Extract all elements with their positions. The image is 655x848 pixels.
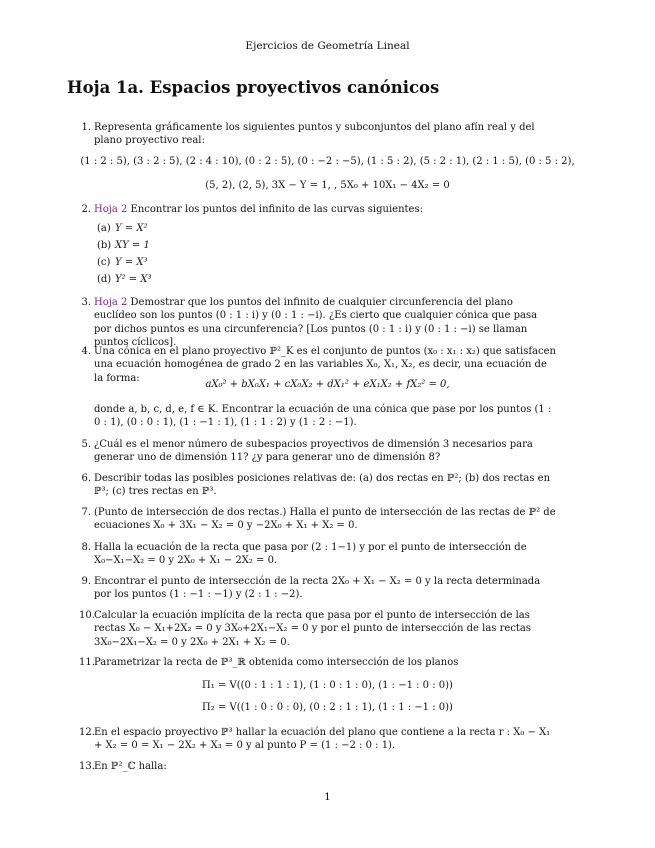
- exercise-number: 11.: [79, 657, 95, 668]
- exercise-number: 12.: [79, 727, 95, 738]
- exercise-2: [79, 203, 557, 216]
- exercise-number: 6.: [81, 473, 91, 484]
- exercise-number: 3.: [81, 297, 91, 308]
- exercise-12: [79, 726, 557, 753]
- exercise-number: 13.: [79, 761, 95, 772]
- exercise-text: Representa gráficamente los siguientes puntos y subconjuntos del plano afín real y del plano proyectivo real:: [94, 122, 535, 147]
- exercise-number: 4.: [81, 346, 91, 357]
- display-equation-points: (1 : 2 : 5), (3 : 2 : 5), (2 : 4 : 10), (0 : 2 : 5), (0 : −2 : −5), (1 : 5 : 2), (5 : 2 : 1), (2 : 1 : 5), (0 : 5 : 2),: [80, 156, 575, 167]
- exercise-number: 7.: [81, 507, 91, 518]
- running-head: Ejercicios de Geometría Lineal: [245, 40, 410, 52]
- exercise-number: 8.: [81, 542, 91, 553]
- exercise-8: [79, 541, 557, 568]
- hoja-2-link[interactable]: Hoja 2: [94, 297, 128, 308]
- exercise-4-continued: [79, 403, 557, 430]
- exercise-9: [79, 575, 557, 602]
- exercise-text: donde a, b, c, d, e, f ∈ K. Encontrar la ecuación de una cónica que pase por los puntos (1 : 0 : 1), (0 : 0 : 1), (1 : −1 : 1), (1 : 1 : 2) y (1 : 2 : −1).: [94, 404, 552, 429]
- exercise-number: 9.: [81, 576, 91, 587]
- exercise-10: [79, 609, 557, 649]
- exercise-number: 5.: [81, 439, 91, 450]
- display-equation-plane-1: Π₁ = V((0 : 1 : 1 : 1), (1 : 0 : 1 : 0), (1 : −1 : 0 : 0)): [202, 680, 453, 691]
- exercise-text: Parametrizar la recta de ℙ³_ℝ obtenida como intersección de los planos: [94, 657, 459, 668]
- page-title: Hoja 1a. Espacios proyectivos canónicos: [67, 78, 440, 97]
- exercise-text: Calcular la ecuación implícita de la recta que pasa por el punto de intersección de las rectas X₀ − X₁+2X₂ = 0 y 3X₀+2X₁−X₂ = 0 y por el punto de intersección de las rectas 3X₀−2X₁−X₂ = 0 y 2X₀ + 2X₁ + X₂ = 0.: [94, 610, 532, 648]
- exercise-text: Describir todas las posibles posiciones relativas de: (a) dos rectas en ℙ²; (b) dos rectas en ℙ³; (c) tres rectas en ℙ³.: [94, 473, 551, 498]
- exercise-5: [79, 438, 557, 465]
- hoja-2-link[interactable]: Hoja 2: [94, 204, 128, 215]
- exercise-text: ¿Cuál es el menor número de subespacios proyectivos de dimensión 3 necesarios para generar uno de dimensión 11? ¿y para generar uno de dimensión 8?: [94, 439, 533, 464]
- subitem-b: (b) XY = 1: [97, 240, 150, 251]
- exercise-text: (Punto de intersección de dos rectas.) Halla el punto de intersección de las rectas de ℙ² de ecuaciones X₀ + 3X₁ − X₂ = 0 y −2X₀ + X₁ + X₂ = 0.: [94, 507, 556, 532]
- exercise-text: Una cónica en el plano proyectivo ℙ²_K es el conjunto de puntos (x₀ : x₁ : x₂) que satisfacen una ecuación homogénea de grado 2 en las variables X₀, X₁, X₂, es decir, una ecuación de la forma:: [94, 346, 556, 384]
- exercise-1: [79, 121, 557, 148]
- exercise-text: Demostrar que los puntos del infinito de cualquier circunferencia del plano euclídeo son los puntos (0 : 1 : i) y (0 : 1 : −i). ¿Es cierto que cualquier cónica que pasa por dichos puntos es una circunferencia? [Los puntos (0 : 1 : i) y (0 : 1 : −i) se llaman puntos cíclicos].: [94, 297, 538, 349]
- display-equation-conic: aX₀² + bX₀X₁ + cX₀X₂ + dX₁² + eX₁X₂ + fX₂² = 0,: [205, 379, 450, 390]
- exercise-text: Encontrar el punto de intersección de la recta 2X₀ + X₁ − X₂ = 0 y la recta determinada por los puntos (1 : −1 : −1) y (2 : 1 : −2).: [94, 576, 541, 601]
- exercise-text: En el espacio proyectivo ℙ³ hallar la ecuación del plano que contiene a la recta r : X₀ − X₁ + X₂ = 0 = X₁ − 2X₂ + X₃ = 0 y al punto P = (1 : −2 : 0 : 1).: [94, 727, 551, 752]
- exercise-3: [79, 296, 557, 350]
- exercise-text: Encontrar los puntos del infinito de las curvas siguientes:: [127, 204, 423, 215]
- page-number: 1: [324, 791, 331, 803]
- exercise-6: [79, 472, 557, 499]
- exercise-number: 10.: [79, 610, 95, 621]
- exercise-number: 1.: [81, 122, 91, 133]
- exercise-11: [79, 656, 557, 669]
- exercise-13: [79, 760, 557, 773]
- subitem-a: (a) Y = X²: [97, 223, 148, 234]
- exercise-text: En ℙ²_ℂ halla:: [94, 761, 167, 772]
- subitem-c: (c) Y = X³: [97, 257, 148, 268]
- exercise-7: [79, 506, 557, 533]
- exercise-text: Halla la ecuación de la recta que pasa por (2 : 1−1) y por el punto de intersección de X₀−X₁−X₂ = 0 y 2X₀ + X₁ − 2X₂ = 0.: [94, 542, 527, 567]
- display-equation-plane-2: Π₂ = V((1 : 0 : 0 : 0), (0 : 2 : 1 : 1), (1 : 1 : −1 : 0)): [202, 702, 453, 713]
- subitem-d: (d) Y² = X³: [97, 274, 152, 285]
- display-equation-subsets: (5, 2), (2, 5), 3X − Y = 1, , 5X₀ + 10X₁ − 4X₂ = 0: [205, 180, 450, 191]
- exercise-number: 2.: [81, 204, 91, 215]
